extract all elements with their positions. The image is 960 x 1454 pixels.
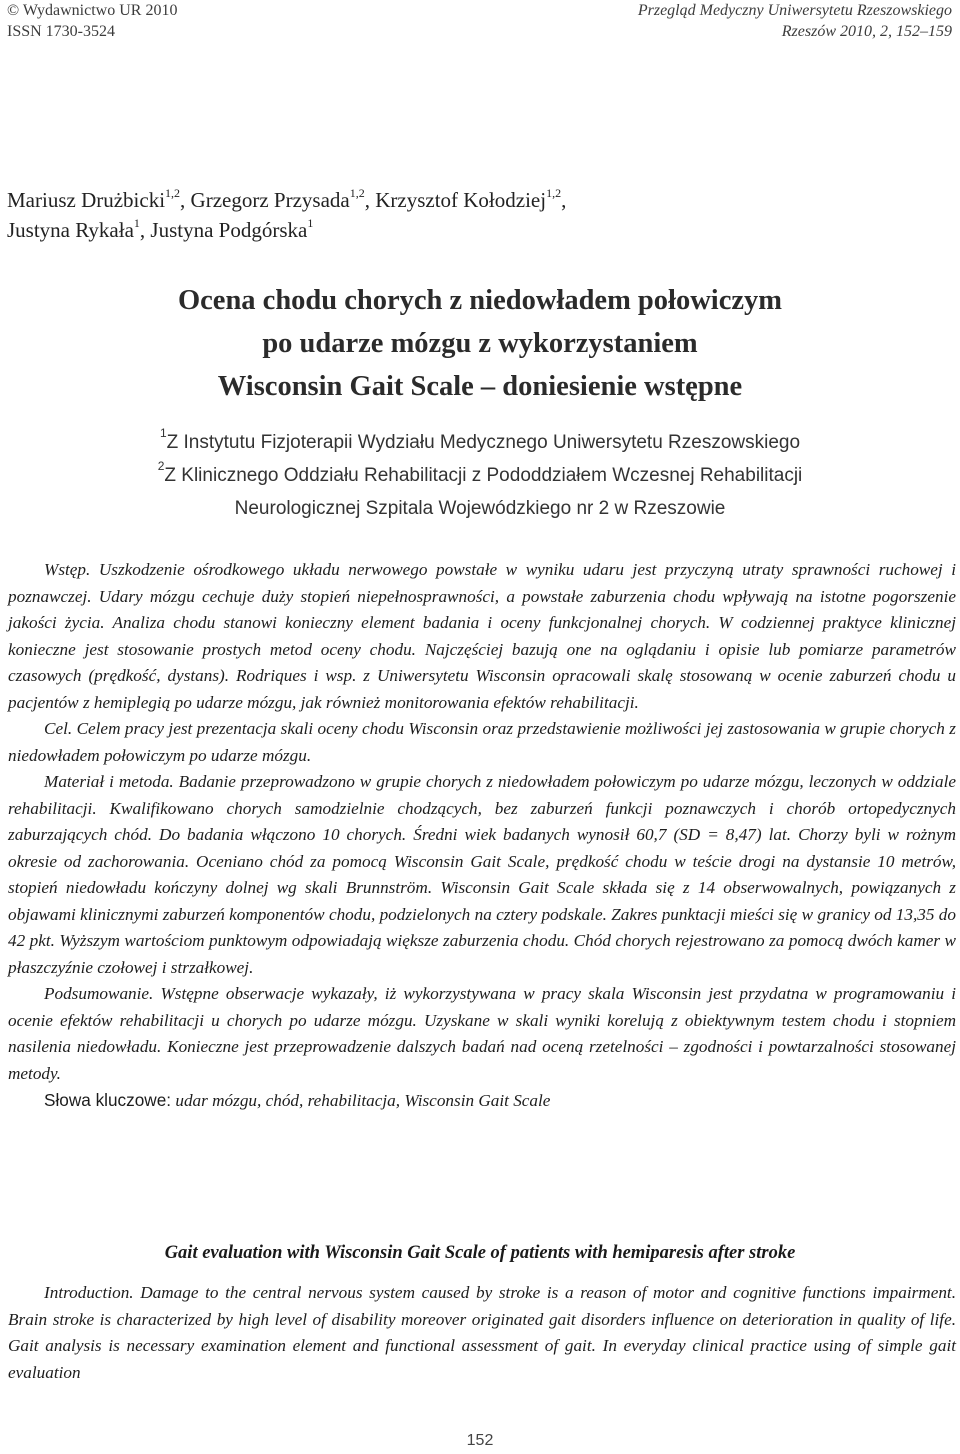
english-title: Gait evaluation with Wisconsin Gait Scale of patients with hemiparesis after stroke [164, 1243, 796, 1263]
author-affiliation-sup: 1,2 [349, 186, 365, 200]
author-name: , Grzegorz Przysada [180, 188, 350, 212]
author-affiliation-sup: 1 [307, 216, 314, 230]
author-affiliation-sup: 1 [133, 216, 140, 230]
author-line-2 [7, 215, 566, 245]
keywords-label: Słowa kluczowe: [44, 1090, 172, 1110]
article-title [0, 279, 960, 408]
author-affiliation-sup: 1,2 [165, 186, 181, 200]
affiliation-text: Z Instytutu Fizjoterapii Wydziału Medycznego Uniwersytetu Rzeszowskiego [166, 432, 801, 453]
abstract-methods: Materiał i metoda. Badanie przeprowadzono w grupie chorych z niedowładem połowiczym po udarze mózgu, leczonych w oddziale rehabilitacji. Kwalifikowano chorych samodzielnie chodzących, bez zaburzeń funkcji poznawczych i chorób ortopedycznych zaburzających chód. Do badania włączono 10 chorych. Średni wiek badanych wynosił 60,7 (SD = 8,47) lat. Chorzy byli w rożnym okresie od zachorowania. Oceniano chód za pomocą Wisconsin Gait Scale, prędkość chodu w teście drogi na dystansie 10 metrów, stopień niedowładu kończyny dolnej wg skali Brunnström. Wisconsin Gait Scale składa się z 14 obserwowalnych, powiązanych z objawami klinicznymi zaburzeń komponentów chodu, podzielonych na cztery podskale. Zakres punktacji mieści się w granicy od 13,35 do 42 pkt. Wyższym wartościom punktowym odpowiadają większe zaburzenia chodu. Chód chorych rejestrowano za pomocą dwóch kamer w płaszczyźnie czołowej i strzałkowej. [8, 772, 956, 977]
publisher-line: © Wydawnictwo UR 2010 [7, 2, 178, 19]
author-affiliation-sup: 1,2 [546, 186, 562, 200]
keywords-value: udar mózgu, chód, rehabilitacja, Wisconsin Gait Scale [171, 1091, 551, 1110]
author-name: Mariusz Drużbicki [7, 188, 166, 212]
keywords [8, 1087, 956, 1115]
author-separator: , [561, 188, 567, 212]
affiliation-text: Z Klinicznego Oddziału Rehabilitacji z Pododdziałem Wczesnej Rehabilitacji [164, 465, 803, 486]
affiliation-number: 2 [157, 458, 165, 473]
title-line: po udarze mózgu z wykorzystaniem [262, 328, 698, 359]
affiliation-2-cont: Neurologicznej Szpitala Wojewódzkiego nr 2 w Rzeszowie [234, 498, 726, 519]
abstract-introduction: Wstęp. Uszkodzenie ośrodkowego układu nerwowego powstałe w wyniku udaru jest przyczyną utraty sprawności ruchowej i poznawczej. Udary mózgu cechuje duży stopień niepełnosprawności, a powstałe zaburzenia chodu wpływają na istotne pogorszenie jakości życia. Analiza chodu stanowi konieczny element badania i oceny funkcjonalnej chorych. W codziennej praktyce klinicznej konieczne jest stosowanie prostych metod oceny chodu. Najczęściej bazują one na oglądaniu i opisie lub pomiarze parametrów czasowych (prędkość, dystans). Rodriques i wsp. z Uniwersytetu Wisconsin opracowali skalę stosowaną w ocenie zaburzeń chodu u pacjentów z hemiplegią po udarze mózgu, jak również monitorowania efektów rehabilitacji. [8, 560, 956, 712]
abstract-en-introduction: Introduction. Damage to the central nervous system caused by stroke is a reason of motor and cognitive functions impairment. Brain stroke is characterized by high level of disability moreover originated gait disorders influence on deterioration in quality of life. Gait analysis is necessary examination element and functional assessment of gait. In everyday clinical practice using of simple gait evaluation [8, 1283, 956, 1382]
affiliation-1 [0, 426, 960, 459]
journal-publisher-block [7, 0, 177, 42]
issn-line: ISSN 1730-3524 [7, 23, 116, 40]
page-number: 152 [466, 1432, 494, 1449]
affiliations [0, 426, 960, 525]
abstract-english [8, 1280, 956, 1386]
abstract-polish [8, 557, 956, 1115]
journal-name: Przegląd Medyczny Uniwersytetu Rzeszowskiego [637, 2, 952, 19]
affiliation-2 [0, 459, 960, 492]
abstract-summary: Podsumowanie. Wstępne obserwacje wykazały, iż wykorzystywana w pracy skala Wisconsin jest przydatna w programowaniu i ocenie efektów rehabilitacji u chorych po udarze mózgu. Uzyskane w skali wyniki korelują z obiektywnym testem chodu i stopniem nasilenia niedowładu. Konieczne jest przeprowadzenie dalszych badań nad oceną rzetelności – zgodności i powtarzalności stosowanej metody. [8, 984, 956, 1083]
abstract-aim: Cel. Celem pracy jest prezentacja skali oceny chodu Wisconsin oraz przedstawienie możliwości jej zastosowania w grupie chorych z niedowładem połowiczym po udarze mózgu. [8, 719, 956, 765]
author-line-1 [7, 185, 566, 215]
author-name: Justyna Rykała [7, 218, 134, 242]
title-line: Wisconsin Gait Scale – doniesienie wstępne [217, 371, 743, 402]
journal-issue: Rzeszów 2010, 2, 152–159 [781, 23, 952, 40]
affiliation-number: 1 [159, 425, 167, 440]
author-list [7, 185, 566, 245]
author-name: , Justyna Podgórska [139, 218, 308, 242]
title-line: Ocena chodu chorych z niedowładem połowiczym [177, 285, 782, 316]
author-name: , Krzysztof Kołodziej [364, 188, 547, 212]
journal-title-block [638, 0, 952, 42]
